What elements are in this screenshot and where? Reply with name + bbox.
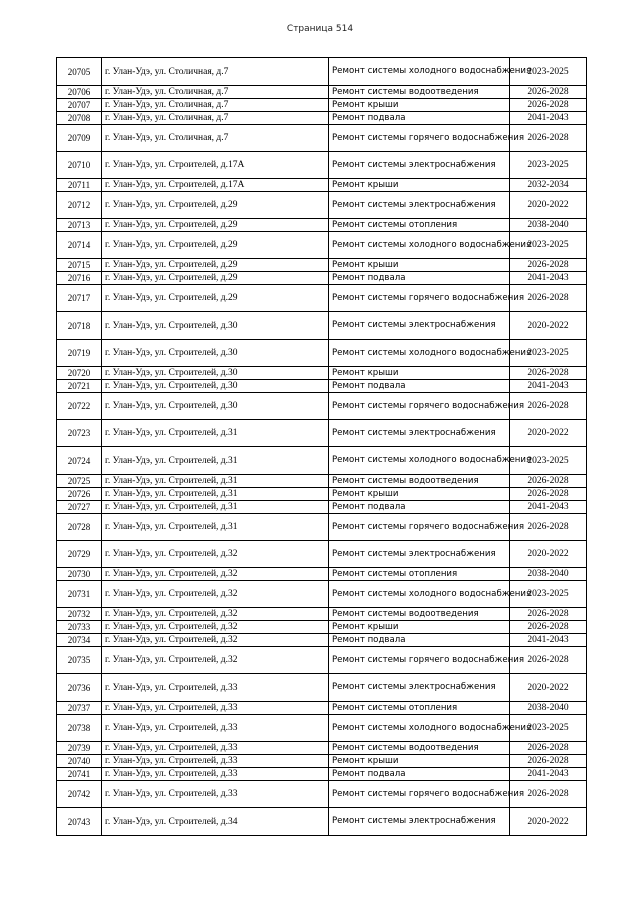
row-work-type: Ремонт крыши <box>329 259 510 272</box>
row-number: 20723 <box>57 420 102 447</box>
row-address: г. Улан-Удэ, ул. Строителей, д.32 <box>102 581 329 608</box>
row-work-type: Ремонт крыши <box>329 99 510 112</box>
row-address: г. Улан-Удэ, ул. Строителей, д.33 <box>102 781 329 808</box>
row-years: 2041-2043 <box>510 501 587 514</box>
table-row <box>57 808 587 836</box>
row-number: 20728 <box>57 514 102 541</box>
table-row <box>57 86 587 99</box>
row-years: 2026-2028 <box>510 99 587 112</box>
row-years: 2020-2022 <box>510 420 587 447</box>
table-row <box>57 272 587 285</box>
row-number: 20708 <box>57 112 102 125</box>
row-years: 2020-2022 <box>510 192 587 219</box>
row-address: г. Улан-Удэ, ул. Строителей, д.34 <box>102 808 329 836</box>
row-work-type: Ремонт системы электроснабжения <box>329 808 510 836</box>
row-years: 2026-2028 <box>510 742 587 755</box>
row-years: 2026-2028 <box>510 488 587 501</box>
table-row <box>57 192 587 219</box>
row-address: г. Улан-Удэ, ул. Строителей, д.31 <box>102 501 329 514</box>
row-number: 20721 <box>57 380 102 393</box>
row-number: 20735 <box>57 647 102 674</box>
table-row <box>57 312 587 340</box>
row-number: 20740 <box>57 755 102 768</box>
row-work-type: Ремонт системы холодного водоснабжения <box>329 340 510 367</box>
row-work-type: Ремонт системы водоотведения <box>329 86 510 99</box>
table-row <box>57 232 587 259</box>
table-row <box>57 58 587 86</box>
row-address: г. Улан-Удэ, ул. Строителей, д.29 <box>102 272 329 285</box>
row-number: 20737 <box>57 702 102 715</box>
page-number-label: Страница 514 <box>286 24 354 34</box>
row-number: 20736 <box>57 674 102 702</box>
row-address: г. Улан-Удэ, ул. Строителей, д.31 <box>102 447 329 475</box>
row-work-type: Ремонт системы электроснабжения <box>329 192 510 219</box>
row-number: 20720 <box>57 367 102 380</box>
row-work-type: Ремонт подвала <box>329 768 510 781</box>
table-row <box>57 179 587 192</box>
row-number: 20716 <box>57 272 102 285</box>
table-row <box>57 541 587 568</box>
row-number: 20726 <box>57 488 102 501</box>
row-years: 2026-2028 <box>510 285 587 312</box>
row-number: 20734 <box>57 634 102 647</box>
row-address: г. Улан-Удэ, ул. Строителей, д.17А <box>102 152 329 179</box>
table-row <box>57 125 587 152</box>
row-years: 2026-2028 <box>510 475 587 488</box>
row-years: 2038-2040 <box>510 219 587 232</box>
row-address: г. Улан-Удэ, ул. Строителей, д.29 <box>102 232 329 259</box>
row-number: 20738 <box>57 715 102 742</box>
row-work-type: Ремонт системы горячего водоснабжения <box>329 125 510 152</box>
repair-schedule-table <box>56 57 587 836</box>
table-row <box>57 647 587 674</box>
row-work-type: Ремонт системы холодного водоснабжения <box>329 581 510 608</box>
row-years: 2026-2028 <box>510 259 587 272</box>
row-years: 2041-2043 <box>510 112 587 125</box>
row-address: г. Улан-Удэ, ул. Строителей, д.33 <box>102 755 329 768</box>
table-row <box>57 219 587 232</box>
table-row <box>57 715 587 742</box>
row-years: 2026-2028 <box>510 608 587 621</box>
row-address: г. Улан-Удэ, ул. Строителей, д.33 <box>102 742 329 755</box>
row-years: 2041-2043 <box>510 272 587 285</box>
row-work-type: Ремонт системы отопления <box>329 568 510 581</box>
row-address: г. Улан-Удэ, ул. Строителей, д.29 <box>102 285 329 312</box>
row-address: г. Улан-Удэ, ул. Строителей, д.32 <box>102 568 329 581</box>
table-row <box>57 380 587 393</box>
table-row <box>57 781 587 808</box>
row-address: г. Улан-Удэ, ул. Строителей, д.30 <box>102 393 329 420</box>
row-address: г. Улан-Удэ, ул. Строителей, д.32 <box>102 621 329 634</box>
row-number: 20722 <box>57 393 102 420</box>
row-work-type: Ремонт системы горячего водоснабжения <box>329 285 510 312</box>
row-work-type: Ремонт системы водоотведения <box>329 475 510 488</box>
table-row <box>57 488 587 501</box>
row-years: 2023-2025 <box>510 340 587 367</box>
table-row <box>57 501 587 514</box>
table-row <box>57 475 587 488</box>
row-work-type: Ремонт крыши <box>329 367 510 380</box>
row-work-type: Ремонт подвала <box>329 112 510 125</box>
row-years: 2020-2022 <box>510 808 587 836</box>
row-address: г. Улан-Удэ, ул. Строителей, д.32 <box>102 541 329 568</box>
row-years: 2023-2025 <box>510 58 587 86</box>
row-address: г. Улан-Удэ, ул. Строителей, д.32 <box>102 647 329 674</box>
row-work-type: Ремонт системы холодного водоснабжения <box>329 715 510 742</box>
row-address: г. Улан-Удэ, ул. Строителей, д.32 <box>102 608 329 621</box>
row-address: г. Улан-Удэ, ул. Столичная, д.7 <box>102 58 329 86</box>
row-work-type: Ремонт системы холодного водоснабжения <box>329 447 510 475</box>
row-address: г. Улан-Удэ, ул. Столичная, д.7 <box>102 125 329 152</box>
row-years: 2023-2025 <box>510 232 587 259</box>
table-row <box>57 447 587 475</box>
row-number: 20719 <box>57 340 102 367</box>
row-work-type: Ремонт системы водоотведения <box>329 608 510 621</box>
table-row <box>57 285 587 312</box>
row-number: 20705 <box>57 58 102 86</box>
row-address: г. Улан-Удэ, ул. Строителей, д.29 <box>102 259 329 272</box>
row-work-type: Ремонт системы горячего водоснабжения <box>329 647 510 674</box>
table-row <box>57 340 587 367</box>
row-work-type: Ремонт подвала <box>329 501 510 514</box>
row-years: 2026-2028 <box>510 514 587 541</box>
row-address: г. Улан-Удэ, ул. Строителей, д.31 <box>102 475 329 488</box>
row-years: 2041-2043 <box>510 634 587 647</box>
row-years: 2020-2022 <box>510 312 587 340</box>
table-row <box>57 259 587 272</box>
row-number: 20729 <box>57 541 102 568</box>
table-row <box>57 755 587 768</box>
row-number: 20710 <box>57 152 102 179</box>
table-row <box>57 367 587 380</box>
row-years: 2041-2043 <box>510 768 587 781</box>
row-address: г. Улан-Удэ, ул. Строителей, д.32 <box>102 634 329 647</box>
row-years: 2023-2025 <box>510 581 587 608</box>
table-row <box>57 514 587 541</box>
table-row <box>57 742 587 755</box>
table-row <box>57 568 587 581</box>
row-address: г. Улан-Удэ, ул. Строителей, д.30 <box>102 380 329 393</box>
table-row <box>57 702 587 715</box>
row-number: 20731 <box>57 581 102 608</box>
row-work-type: Ремонт системы холодного водоснабжения <box>329 58 510 86</box>
row-number: 20727 <box>57 501 102 514</box>
row-years: 2026-2028 <box>510 125 587 152</box>
row-address: г. Улан-Удэ, ул. Строителей, д.31 <box>102 514 329 541</box>
row-address: г. Улан-Удэ, ул. Строителей, д.31 <box>102 420 329 447</box>
table-row <box>57 420 587 447</box>
table-row <box>57 674 587 702</box>
row-address: г. Улан-Удэ, ул. Строителей, д.17А <box>102 179 329 192</box>
table-row <box>57 768 587 781</box>
table-row <box>57 152 587 179</box>
row-address: г. Улан-Удэ, ул. Строителей, д.33 <box>102 715 329 742</box>
row-number: 20718 <box>57 312 102 340</box>
row-work-type: Ремонт системы электроснабжения <box>329 674 510 702</box>
row-work-type: Ремонт системы горячего водоснабжения <box>329 514 510 541</box>
row-address: г. Улан-Удэ, ул. Строителей, д.29 <box>102 192 329 219</box>
table-row <box>57 634 587 647</box>
row-years: 2026-2028 <box>510 621 587 634</box>
table-row <box>57 621 587 634</box>
row-work-type: Ремонт системы холодного водоснабжения <box>329 232 510 259</box>
row-years: 2041-2043 <box>510 380 587 393</box>
row-work-type: Ремонт системы электроснабжения <box>329 152 510 179</box>
table-row <box>57 608 587 621</box>
table-body <box>57 58 587 836</box>
row-number: 20725 <box>57 475 102 488</box>
row-years: 2038-2040 <box>510 702 587 715</box>
row-number: 20739 <box>57 742 102 755</box>
row-work-type: Ремонт системы горячего водоснабжения <box>329 393 510 420</box>
row-number: 20732 <box>57 608 102 621</box>
row-address: г. Улан-Удэ, ул. Строителей, д.30 <box>102 312 329 340</box>
row-work-type: Ремонт подвала <box>329 380 510 393</box>
table-row <box>57 112 587 125</box>
row-years: 2038-2040 <box>510 568 587 581</box>
row-number: 20730 <box>57 568 102 581</box>
row-years: 2020-2022 <box>510 541 587 568</box>
row-years: 2023-2025 <box>510 715 587 742</box>
row-years: 2023-2025 <box>510 447 587 475</box>
row-work-type: Ремонт системы водоотведения <box>329 742 510 755</box>
row-work-type: Ремонт крыши <box>329 179 510 192</box>
row-number: 20709 <box>57 125 102 152</box>
row-number: 20711 <box>57 179 102 192</box>
row-number: 20724 <box>57 447 102 475</box>
row-work-type: Ремонт системы электроснабжения <box>329 312 510 340</box>
row-address: г. Улан-Удэ, ул. Строителей, д.30 <box>102 367 329 380</box>
row-address: г. Улан-Удэ, ул. Строителей, д.29 <box>102 219 329 232</box>
table-row <box>57 393 587 420</box>
row-number: 20713 <box>57 219 102 232</box>
row-number: 20741 <box>57 768 102 781</box>
row-years: 2026-2028 <box>510 755 587 768</box>
row-work-type: Ремонт системы отопления <box>329 219 510 232</box>
row-work-type: Ремонт крыши <box>329 755 510 768</box>
row-number: 20706 <box>57 86 102 99</box>
row-number: 20707 <box>57 99 102 112</box>
row-work-type: Ремонт системы электроснабжения <box>329 541 510 568</box>
row-address: г. Улан-Удэ, ул. Строителей, д.33 <box>102 674 329 702</box>
row-address: г. Улан-Удэ, ул. Столичная, д.7 <box>102 86 329 99</box>
row-address: г. Улан-Удэ, ул. Столичная, д.7 <box>102 99 329 112</box>
row-number: 20712 <box>57 192 102 219</box>
row-number: 20715 <box>57 259 102 272</box>
row-work-type: Ремонт системы горячего водоснабжения <box>329 781 510 808</box>
row-work-type: Ремонт крыши <box>329 621 510 634</box>
row-years: 2026-2028 <box>510 393 587 420</box>
row-work-type: Ремонт подвала <box>329 634 510 647</box>
row-number: 20714 <box>57 232 102 259</box>
row-years: 2023-2025 <box>510 152 587 179</box>
row-address: г. Улан-Удэ, ул. Строителей, д.33 <box>102 702 329 715</box>
row-number: 20717 <box>57 285 102 312</box>
row-work-type: Ремонт системы отопления <box>329 702 510 715</box>
row-address: г. Улан-Удэ, ул. Строителей, д.31 <box>102 488 329 501</box>
row-years: 2026-2028 <box>510 367 587 380</box>
row-years: 2026-2028 <box>510 781 587 808</box>
table-row <box>57 581 587 608</box>
row-number: 20742 <box>57 781 102 808</box>
row-address: г. Улан-Удэ, ул. Строителей, д.30 <box>102 340 329 367</box>
row-number: 20743 <box>57 808 102 836</box>
row-address: г. Улан-Удэ, ул. Столичная, д.7 <box>102 112 329 125</box>
row-years: 2032-2034 <box>510 179 587 192</box>
row-work-type: Ремонт системы электроснабжения <box>329 420 510 447</box>
row-work-type: Ремонт крыши <box>329 488 510 501</box>
row-number: 20733 <box>57 621 102 634</box>
row-years: 2020-2022 <box>510 674 587 702</box>
table-row <box>57 99 587 112</box>
row-years: 2026-2028 <box>510 647 587 674</box>
row-address: г. Улан-Удэ, ул. Строителей, д.33 <box>102 768 329 781</box>
row-work-type: Ремонт подвала <box>329 272 510 285</box>
row-years: 2026-2028 <box>510 86 587 99</box>
